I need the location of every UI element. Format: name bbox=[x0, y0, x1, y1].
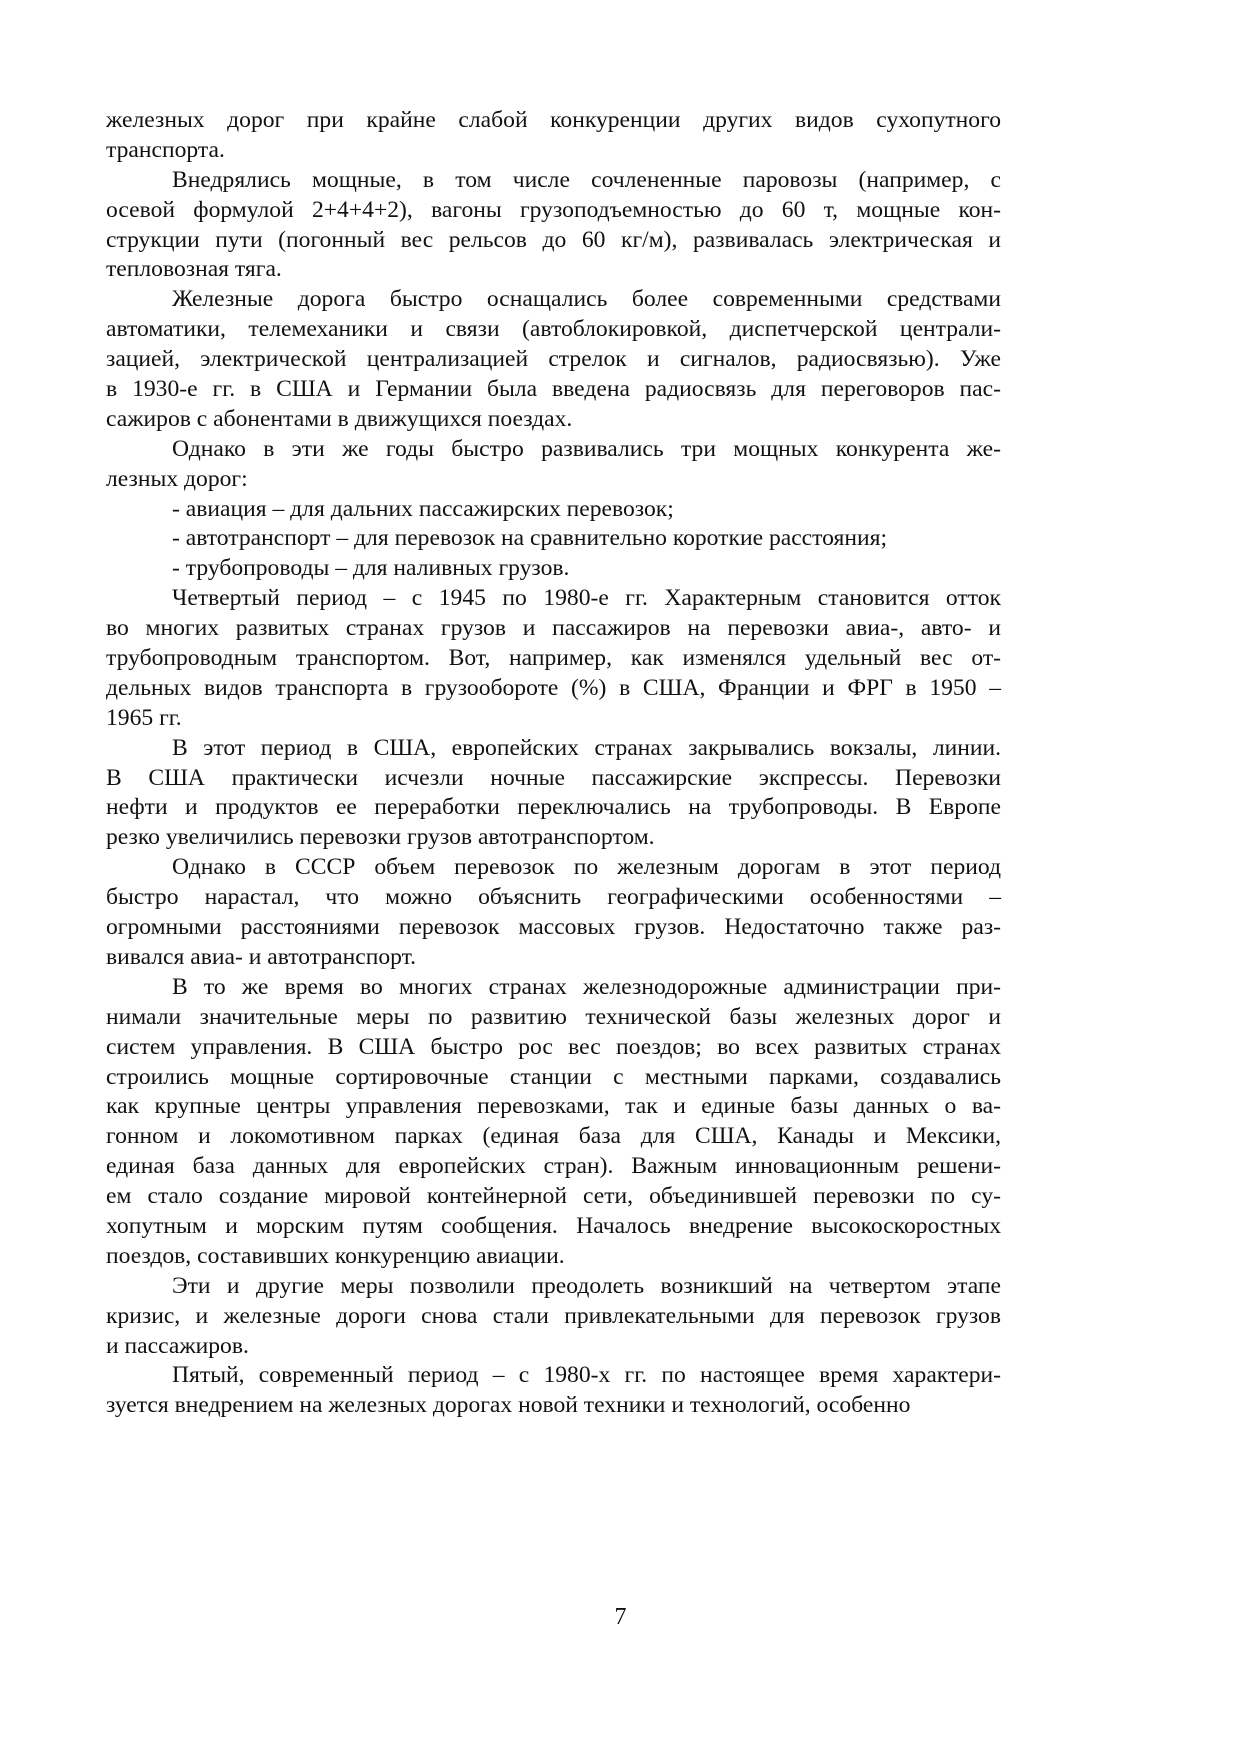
text-line: струкции пути (погонный вес рельсов до 60 кг/м), развивалась электрическая и bbox=[106, 226, 1001, 253]
list-item bbox=[106, 495, 1001, 525]
text-line: Внедрялись мощные, в том числе сочлененные паровозы (например, с bbox=[172, 166, 1001, 193]
text-line: В США практически исчезли ночные пассажирские экспрессы. Перевозки bbox=[106, 764, 1001, 791]
text-line: - авиация – для дальних пассажирских перевозок; bbox=[172, 495, 674, 522]
text-line: хопутным и морским путям сообщения. Началось внедрение высокоскоростных bbox=[106, 1212, 1001, 1239]
list-item bbox=[106, 524, 1001, 554]
text-line: осевой формулой 2+4+4+2), вагоны грузоподъемностью до 60 т, мощные кон- bbox=[106, 196, 1001, 223]
text-line: кризис, и железные дороги снова стали привлекательными для перевозок грузов bbox=[106, 1302, 1001, 1329]
text-line: лезных дорог: bbox=[106, 465, 248, 492]
text-line: и пассажиров. bbox=[106, 1332, 249, 1359]
text-line: строились мощные сортировочные станции с местными парками, создавались bbox=[106, 1063, 1001, 1090]
text-line: трубопроводным транспортом. Вот, например, как изменялся удельный вес от- bbox=[106, 645, 1001, 672]
text-line: Железные дорога быстро оснащались более современными средствами bbox=[172, 286, 1001, 313]
text-line: Однако в эти же годы быстро развивались три мощных конкурента же- bbox=[172, 435, 1001, 462]
text-line: 1965 гг. bbox=[106, 704, 182, 731]
text-line: тепловозная тяга. bbox=[106, 256, 282, 283]
text-line: гонном и локомотивном парках (единая база для США, Канады и Мексики, bbox=[106, 1123, 1001, 1150]
paragraph bbox=[106, 853, 1001, 973]
paragraph bbox=[106, 166, 1001, 286]
text-line: В этот период в США, европейских странах закрывались вокзалы, линии. bbox=[172, 734, 1001, 761]
text-line: В то же время во многих странах железнодорожные администрации при- bbox=[172, 973, 1001, 1000]
body-text bbox=[106, 106, 1001, 1421]
text-line: - автотранспорт – для перевозок на сравнительно короткие расстояния; bbox=[172, 525, 888, 552]
paragraph bbox=[106, 734, 1001, 854]
text-line: Однако в СССР объем перевозок по железным дорогам в этот период bbox=[172, 854, 1001, 881]
text-line: во многих развитых странах грузов и пассажиров на перевозки авиа-, авто- и bbox=[106, 615, 1001, 642]
paragraph bbox=[106, 1361, 1001, 1421]
paragraph bbox=[106, 285, 1001, 434]
list-item bbox=[106, 554, 1001, 584]
text-line: транспорта. bbox=[106, 136, 225, 163]
text-line: в 1930-е гг. в США и Германии была введена радиосвязь для переговоров пас- bbox=[106, 376, 1001, 403]
text-line: Эти и другие меры позволили преодолеть возникший на четвертом этапе bbox=[172, 1272, 1001, 1299]
text-line: ем стало создание мировой контейнерной сети, объединившей перевозки по су- bbox=[106, 1183, 1001, 1210]
text-line: Четвертый период – с 1945 по 1980-е гг. Характерным становится отток bbox=[172, 585, 1001, 612]
text-line: как крупные центры управления перевозками, так и единые базы данных о ва- bbox=[106, 1093, 1001, 1120]
text-line: вивался авиа- и автотранспорт. bbox=[106, 943, 417, 970]
text-line: железных дорог при крайне слабой конкуренции других видов сухопутного bbox=[106, 107, 1001, 133]
text-line: огромными расстояниями перевозок массовых грузов. Недостаточно также раз- bbox=[106, 914, 1001, 941]
paragraph bbox=[106, 584, 1001, 733]
paragraph bbox=[106, 1272, 1001, 1362]
text-line: сажиров с абонентами в движущихся поездах. bbox=[106, 405, 573, 432]
text-line: нефти и продуктов ее переработки переключались на трубопроводы. В Европе bbox=[106, 794, 1001, 821]
text-line: быстро нарастал, что можно объяснить географическими особенностями – bbox=[106, 884, 1001, 911]
text-line: нимали значительные меры по развитию технической базы железных дорог и bbox=[106, 1003, 1001, 1030]
text-line: - трубопроводы – для наливных грузов. bbox=[172, 555, 570, 582]
paragraph bbox=[106, 106, 1001, 166]
text-line: автоматики, телемеханики и связи (автоблокировкой, диспетчерской централи- bbox=[106, 316, 1001, 343]
paragraph bbox=[106, 435, 1001, 495]
text-line: зацией, электрической централизацией стрелок и сигналов, радиосвязью). Уже bbox=[106, 346, 1001, 373]
text-line: резко увеличились перевозки грузов автотранспортом. bbox=[106, 824, 655, 851]
text-line: поездов, составивших конкуренцию авиации. bbox=[106, 1242, 565, 1269]
text-line: Пятый, современный период – с 1980-х гг. по настоящее время характери- bbox=[172, 1362, 1001, 1389]
text-line: единая база данных для европейских стран). Важным инновационным решени- bbox=[106, 1153, 1001, 1180]
text-line: дельных видов транспорта в грузообороте (%) в США, Франции и ФРГ в 1950 – bbox=[106, 674, 1001, 701]
text-line: систем управления. В США быстро рос вес поездов; во всех развитых странах bbox=[106, 1033, 1001, 1060]
text-line: зуется внедрением на железных дорогах новой техники и технологий, особенно bbox=[106, 1392, 911, 1419]
paragraph bbox=[106, 973, 1001, 1272]
page-number: 7 bbox=[614, 1604, 627, 1630]
